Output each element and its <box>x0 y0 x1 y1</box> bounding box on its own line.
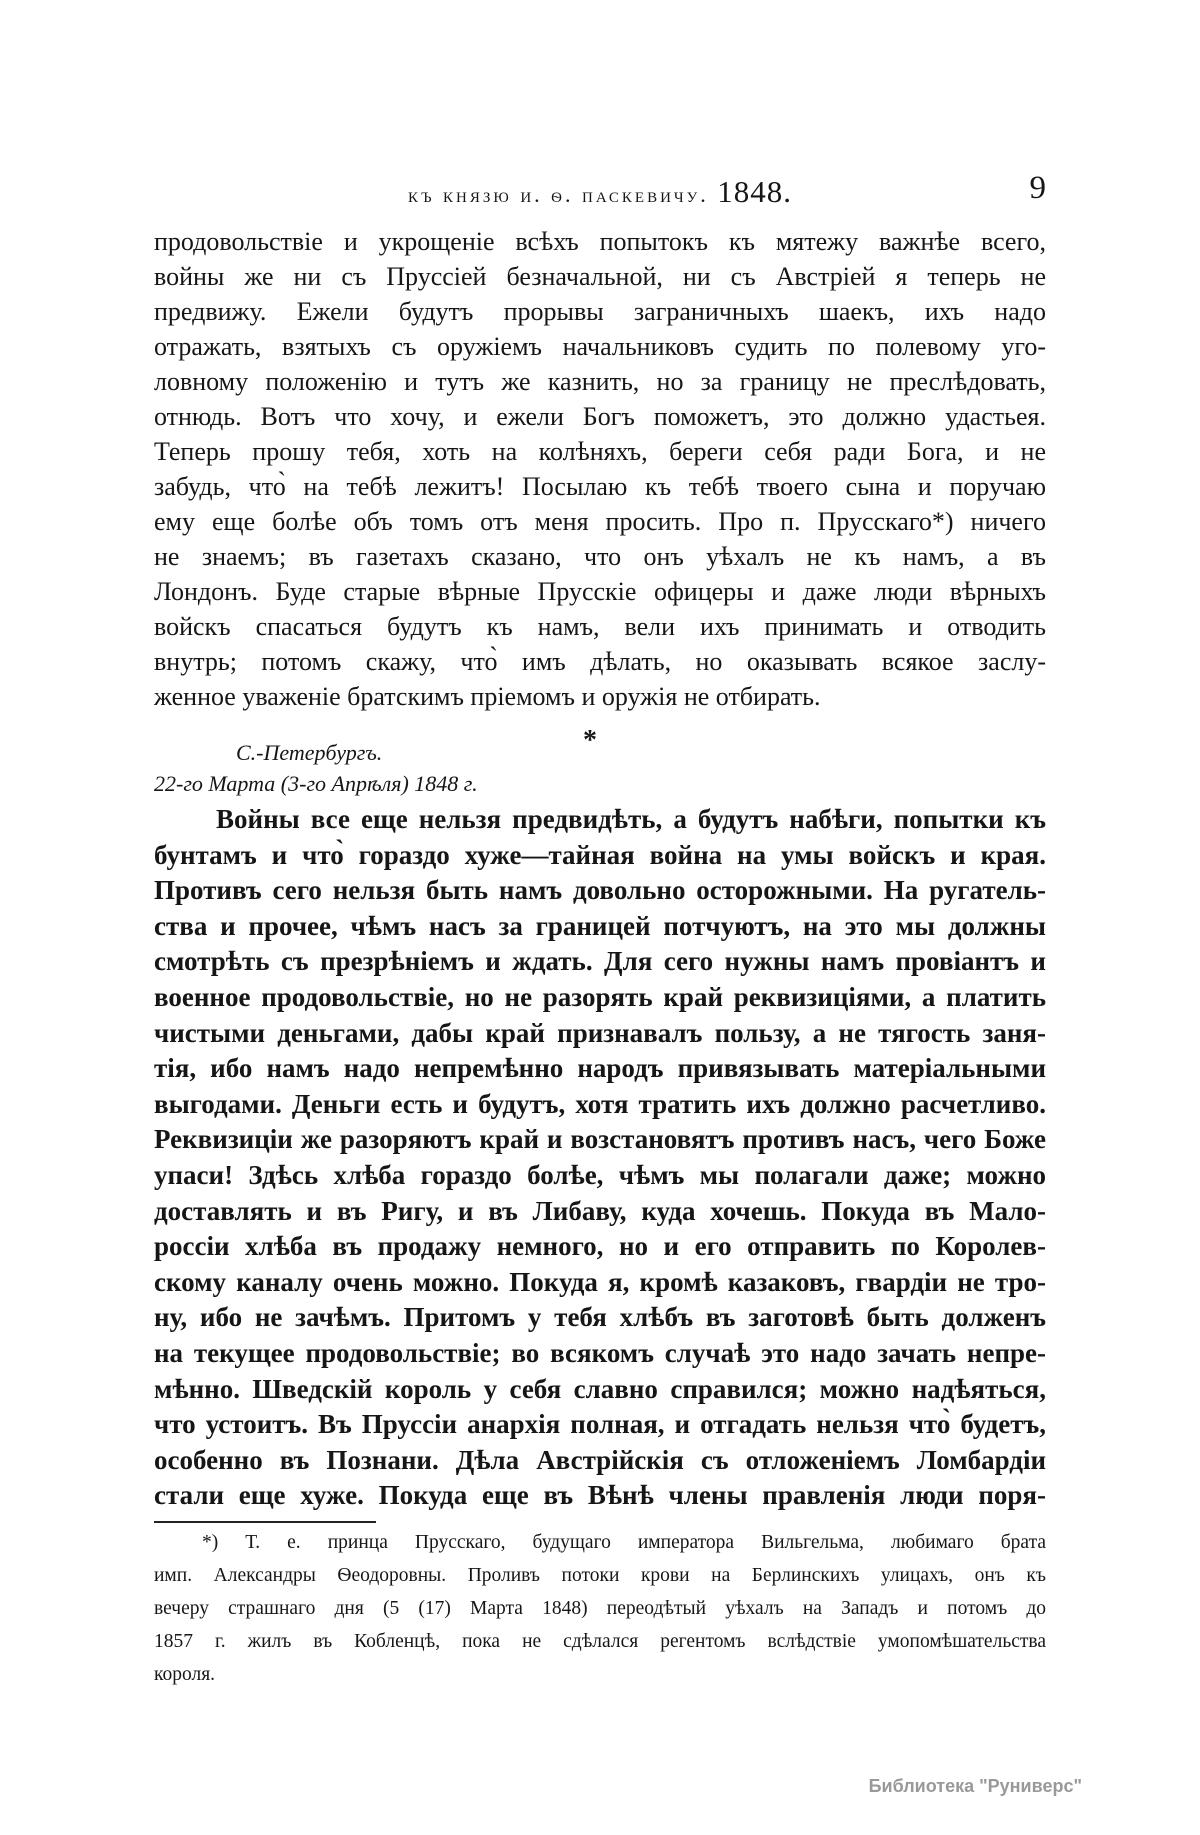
running-title-year: 1848. <box>717 174 793 209</box>
text-line: мѣнно. Шведскiй король у себя славно справился; можно надѣяться, <box>154 1373 1046 1404</box>
footnote-line: *) Т. е. принца Прусскаго, будущаго императора Вильгельма, любимаго брата <box>202 1532 1046 1553</box>
text-line: войны же ни съ Прусciей безначальной, ни съ Австрiей я теперь не <box>154 262 1046 291</box>
text-line: Противъ сего нельзя быть намъ довольно осторожными. На ругатель- <box>154 875 1046 906</box>
text-line: предвижу. Ежели будутъ прорывы заграничныхъ шаекъ, ихъ надо <box>154 297 1046 326</box>
text-line: упаси! Здѣсь хлѣба гораздо болѣе, чѣмъ мы полагали даже; можно <box>154 1159 1046 1190</box>
text-line: тiя, ибо намъ надо непремѣнно народъ привязывать матерiальными <box>154 1053 1046 1084</box>
text-line: Реквизицiи же разоряютъ край и возстановятъ противъ насъ, чего Боже <box>154 1124 1046 1155</box>
text-line: что устоитъ. Въ Пруссiи анархiя полная, и отгадать нельзя что̀ будетъ, <box>154 1409 1046 1440</box>
letter-date: 22-го Марта (3-го Апрѣля) 1848 г. <box>154 771 478 796</box>
text-line: Лондонъ. Буде старые вѣрные Прусскiе офицеры и даже люди вѣрныхъ <box>154 577 1046 606</box>
running-header <box>154 170 1046 214</box>
footnote <box>154 1526 1046 1691</box>
text-line: забудь, что̀ на тебѣ лежитъ! Посылаю къ тебѣ твоего сына и поручаю <box>154 472 1046 501</box>
footnote-rule <box>154 1521 376 1523</box>
text-line: отнюдь. Вотъ что хочу, и ежели Богъ поможетъ, это должно удастьея. <box>154 402 1046 431</box>
text-line: отражать, взятыхъ съ оружiемъ начальниковъ судить по полевому уго- <box>154 332 1046 361</box>
footnote-line: имп. Александры Ѳеодоровны. Проливъ потоки крови на Берлинскихъ улицахъ, онъ къ <box>154 1565 1046 1586</box>
letter-place: С.-Петербургъ. <box>236 740 383 765</box>
text-line: не знаемъ; въ газетахъ сказано, что онъ уѣхалъ не къ намъ, а въ <box>154 542 1046 571</box>
text-line: бунтамъ и что̀ гораздо хуже—тайная война на умы войскъ и края. <box>154 839 1046 870</box>
text-line: внутрь; потомъ скажу, что̀ имъ дѣлать, но оказывать всякое заслу- <box>154 647 1046 676</box>
text-line: войскъ спасаться будутъ къ намъ, вели ихъ принимать и отводить <box>154 612 1046 641</box>
text-line: на текущее продовольствiе; во всякомъ случаѣ это надо зачать непре- <box>154 1337 1046 1368</box>
text-line: скому каналу очень можно. Покуда я, кромѣ казаковъ, гвардiи не тро- <box>154 1266 1046 1297</box>
text-line: смотрѣть съ презрѣнiемъ и ждать. Для сего нужны намъ провiантъ и <box>154 946 1046 977</box>
running-title-text: къ князю и. ѳ. паскевичу. <box>407 182 709 207</box>
text-line: выгодами. Деньги есть и будутъ, хотя тратить ихъ должно расчетливо. <box>154 1088 1046 1119</box>
paragraph-2 <box>154 802 1046 1514</box>
text-line: стали еще хуже. Покуда еще въ Вѣнѣ члены правленiя люди поря- <box>154 1480 1046 1511</box>
running-title <box>154 174 1046 210</box>
text-line: чистыми деньгами, дабы край признавалъ пользу, а не тягость заня- <box>154 1017 1046 1048</box>
text-line: женное уваженiе братскимъ прiемомъ и оружiя не отбирать. <box>154 682 821 711</box>
text-line: военное продовольствiе, но не разорять край реквизицiями, а платить <box>154 981 1046 1012</box>
text-line: Войны все еще нельзя предвидѣть, а будутъ набѣги, попытки къ <box>216 804 1046 834</box>
paragraph-1 <box>154 224 1046 714</box>
library-watermark: Библиотека "Руниверс" <box>868 1776 1082 1796</box>
text-line: доставлять и въ Ригу, и въ Либаву, куда хочешь. Покуда въ Мало- <box>154 1195 1046 1226</box>
footnote-line: 1857 г. жилъ въ Кобленцѣ, пока не сдѣлался регентомъ вслѣдствiе умопомѣшательства <box>154 1631 1046 1652</box>
page-number: 9 <box>1029 170 1046 206</box>
text-line: ловному положенiю и тутъ же казнить, но за границу не преслѣдовать, <box>154 367 1046 396</box>
text-line: россiи хлѣба въ продажу немного, но и его отправить по Королев- <box>154 1231 1046 1262</box>
footnote-line: короля. <box>154 1664 216 1685</box>
text-line: Теперь прошу тебя, хоть на колѣняхъ, береги себя ради Бога, и не <box>154 437 1046 466</box>
text-line: ну, ибо не зачѣмъ. Притомъ у тебя хлѣбъ въ заготовѣ быть долженъ <box>154 1302 1046 1333</box>
section-separator: * <box>583 725 597 756</box>
footnote-line: вечеру страшнаго дня (5 (17) Марта 1848) переодѣтый уѣхалъ на Западъ и потомъ до <box>154 1598 1046 1619</box>
text-line: особенно въ Познани. Дѣла Австрiйскiя съ отложенiемъ Ломбардiи <box>154 1444 1046 1475</box>
text-line: ему еще болѣе объ томъ отъ меня просить. Про п. Прусскаго*) ничего <box>154 507 1046 536</box>
text-line: продовольствiе и укрощенiе всѣхъ попытокъ къ мятежу важнѣе всего, <box>154 227 1046 256</box>
text-line: ства и прочее, чѣмъ насъ за границей потчуютъ, на это мы должны <box>154 910 1046 941</box>
